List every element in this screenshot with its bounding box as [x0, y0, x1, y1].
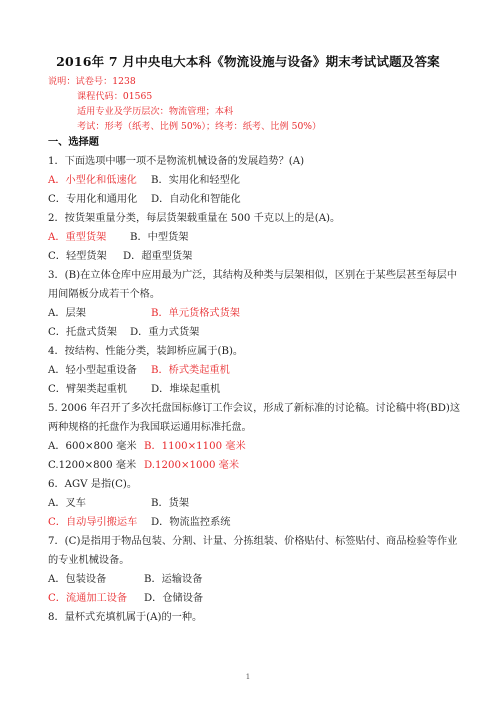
question-2-option-c: C．轻型货架	[48, 251, 107, 262]
meta-major-level: 适用专业及学历层次：物流管理；本科	[77, 106, 234, 117]
meta-exam-number: 说明：试卷号：1238	[48, 76, 136, 87]
question-1-option-b: B．实用化和轻型化	[151, 175, 240, 186]
question-7-text: 7．(C)是指用于物品包装、分割、计量、分拣组装、价格贴付、标签贴付、商品检验等作业	[48, 536, 458, 547]
question-6-text: 6．AGV 是指(C)。	[48, 479, 138, 490]
question-7-option-d: D．仓储设备	[144, 593, 204, 604]
question-3-text: 3．(B)在立体仓库中应用最为广泛，其结构及种类与层架相似，区别在于某些层甚至每层中	[48, 270, 458, 281]
question-6-option-b: B．货架	[151, 498, 190, 509]
question-2-option-a: A．重型货架	[48, 232, 107, 243]
question-1-text: 1．下面选项中哪一项不是物流机械设备的发展趋势？(A)	[48, 156, 305, 167]
question-3-option-a: A．层架	[48, 308, 86, 319]
question-1-option-a: A．小型化和低速化	[48, 175, 137, 186]
question-7-option-c: C．流通加工设备	[48, 593, 128, 604]
page-number: 1	[245, 673, 251, 681]
question-8-text: 8．量杯式充填机属于(A)的一种。	[48, 612, 203, 623]
section-heading: 一、选择题	[48, 136, 99, 148]
question-3-option-c: C．托盘式货架	[48, 327, 117, 338]
meta-exam-format: 考试：形考（纸考、比例 50%）；终考：纸考、比例 50%）	[77, 121, 322, 132]
question-7-option-a: A．包装设备	[48, 574, 107, 585]
question-5-option-d: D.1200×1000 毫米	[144, 460, 240, 471]
page-title: 2016年 7 月中央电大本科《物流设施与设备》期末考试试题及答案	[56, 54, 440, 69]
question-2-option-d: D．超重型货架	[123, 251, 193, 262]
question-4-option-d: D．堆垛起重机	[151, 384, 221, 395]
question-5-text: 5. 2006 年召开了多次托盘国标修订工作会议，形成了新标准的讨论稿。讨论稿中将(BD)这	[48, 403, 461, 414]
question-5-option-c: C.1200×800 毫米	[48, 460, 137, 471]
question-5-option-a: A．600×800 毫米	[48, 441, 137, 452]
question-4-text: 4．按结构、性能分类，装卸桥应属于(B)。	[48, 346, 244, 357]
question-1-option-c: C．专用化和通用化	[48, 194, 138, 205]
question-6-option-c: C．自动导引搬运车	[48, 517, 138, 528]
question-3-option-b: B．单元货格式货架	[151, 308, 240, 319]
question-2-option-b: B．中型货架	[130, 232, 189, 243]
question-3-option-d: D．重力式货架	[130, 327, 200, 338]
question-4-option-b: B．桥式类起重机	[151, 365, 230, 376]
question-6-option-d: D．物流监控系统	[151, 517, 231, 528]
question-5-option-b: B．1100×1100 毫米	[144, 441, 246, 452]
question-6-option-a: A．叉车	[48, 498, 86, 509]
question-4-option-a: A．轻小型起重设备	[48, 365, 137, 376]
question-7-option-b: B．运输设备	[144, 574, 203, 585]
question-2-text: 2．按货架重量分类，每层货架载重量在 500 千克以上的是(A)。	[48, 213, 341, 224]
question-5-text-continued: 两种规格的托盘作为我国联运通用标准托盘。	[48, 422, 252, 433]
question-1-option-d: D．自动化和智能化	[151, 194, 241, 205]
question-3-text-continued: 用间隔板分成若干个格。	[48, 289, 161, 300]
question-7-text-continued: 的专业机械设备。	[48, 555, 130, 566]
meta-course-code: 课程代码：01565	[77, 91, 153, 102]
question-4-option-c: C．臂架类起重机	[48, 384, 128, 395]
